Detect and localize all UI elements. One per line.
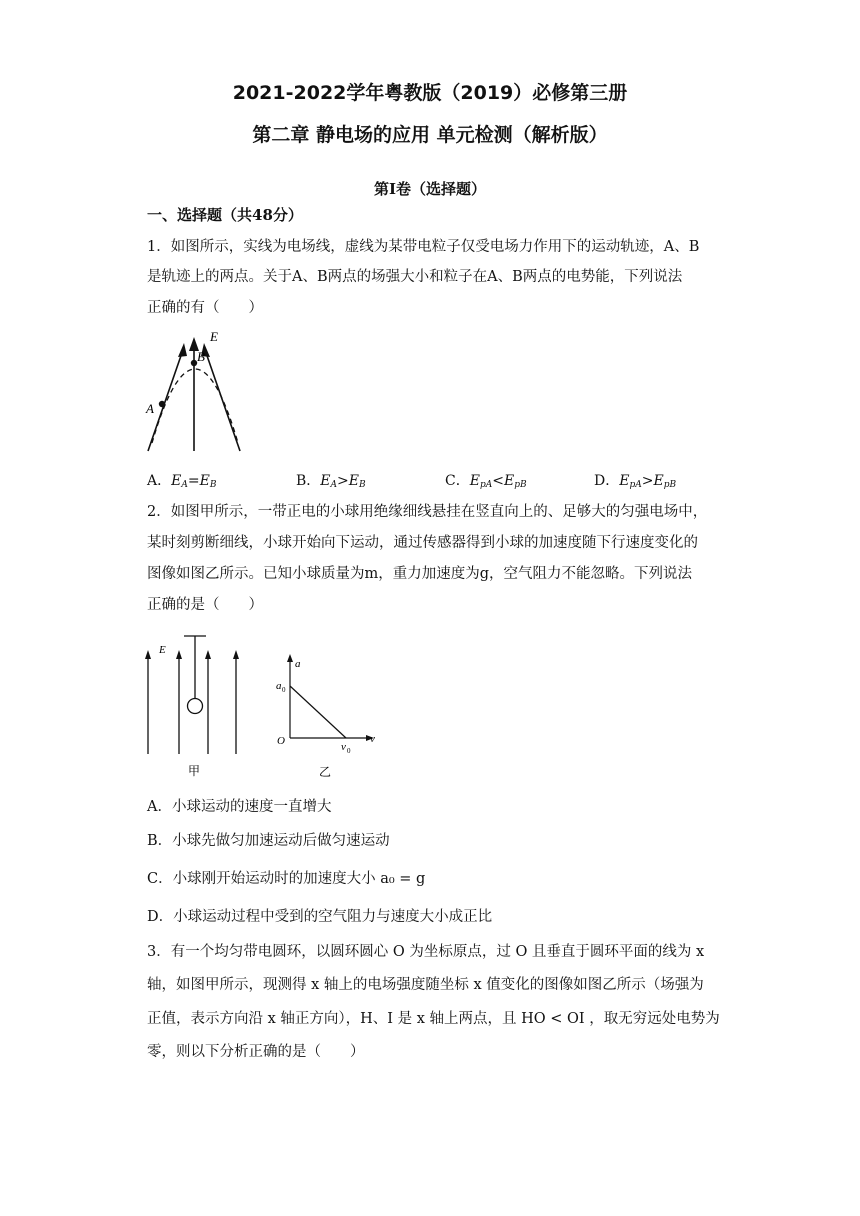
field-label-e: E: [159, 644, 166, 656]
q2-line4: 正确的是（ ）: [147, 597, 263, 613]
q1-line3: 正确的有（ ）: [147, 300, 263, 316]
q1-option-c[interactable]: C．$E_{pA}<E_{pB}$: [445, 473, 527, 490]
origin-label: O: [277, 735, 285, 747]
q2-figure-yi-graph: [272, 652, 382, 782]
field-line-right: [204, 347, 240, 451]
q3-line3: 正值，表示方向沿 x 轴正方向），H、I 是 x 轴上两点，且 HO < OI ，取无穷远处电势为: [147, 1011, 720, 1027]
trajectory-dashed-curve: [152, 369, 238, 443]
point-a: [159, 401, 165, 407]
label-a0: a: [276, 680, 282, 692]
q1-line1: 1．如图所示，实线为电场线，虚线为某带电粒子仅受电场力作用下的运动轨迹，A、B: [147, 239, 700, 255]
q1-field-line-figure: [140, 325, 250, 455]
a-v-line: [290, 686, 346, 738]
q3-line1: 3．有一个均匀带电圆环，以圆环圆心 O 为坐标原点，过 O 且垂直于圆环平面的线为 x: [147, 944, 705, 960]
q2-option-d[interactable]: D．小球运动过程中受到的空气阻力与速度大小成正比: [147, 909, 493, 925]
q2-line2: 某时刻剪断细线，小球开始向下运动，通过传感器得到小球的加速度随下行速度变化的: [147, 535, 698, 551]
q1-option-a[interactable]: A．$E_A=E_B$: [147, 473, 217, 490]
q2-line1: 2．如图甲所示，一带正电的小球用绝缘细线悬挂在竖直向上的、足够大的匀强电场中，: [147, 504, 708, 520]
field-line-left: [148, 347, 184, 451]
q2-option-c[interactable]: C．小球刚开始运动时的加速度大小 a₀ = g: [147, 871, 426, 887]
q2-line3: 图像如图乙所示。已知小球质量为m，重力加速度为g，空气阻力不能忽略。下列说法: [147, 566, 693, 582]
document-title-line1: 2021-2022学年粤教版（2019）必修第三册: [232, 82, 628, 104]
arrow-left: [178, 343, 187, 357]
part-title: 一、选择题（共48分）: [147, 206, 303, 224]
q2-figure-jia: [140, 632, 260, 782]
label-e: E: [210, 329, 218, 344]
volume-title: 第Ⅰ卷（选择题）: [373, 180, 487, 198]
q1-line2: 是轨迹上的两点。关于A、B两点的场强大小和粒子在A、B两点的电势能，下列说法: [147, 269, 683, 285]
q3-line4: 零，则以下分析正确的是（ ）: [147, 1044, 365, 1060]
axis-label-v: v: [370, 733, 375, 745]
charged-ball: [188, 699, 203, 714]
q2-option-a[interactable]: A．小球运动的速度一直增大: [147, 799, 332, 815]
figure-label-jia: 甲: [188, 764, 201, 778]
label-v0: v: [341, 741, 346, 753]
axis-label-a: a: [295, 658, 301, 670]
q1-option-b[interactable]: B．$E_A>E_B$: [296, 473, 366, 490]
q1-option-d[interactable]: D．$E_{pA}>E_{pB}$: [594, 473, 677, 490]
document-title-line2: 第二章 静电场的应用 单元检测（解析版）: [252, 124, 608, 146]
q3-line2: 轴，如图甲所示，现测得 x 轴上的电场强度随坐标 x 值变化的图像如图乙所示（场强为: [147, 977, 704, 993]
q2-option-b[interactable]: B．小球先做匀加速运动后做匀速运动: [147, 833, 390, 849]
svg-text:0: 0: [282, 686, 286, 694]
label-b: B: [197, 349, 205, 364]
svg-text:0: 0: [347, 747, 351, 755]
figure-label-yi: 乙: [319, 765, 332, 779]
label-a: A: [146, 401, 154, 416]
